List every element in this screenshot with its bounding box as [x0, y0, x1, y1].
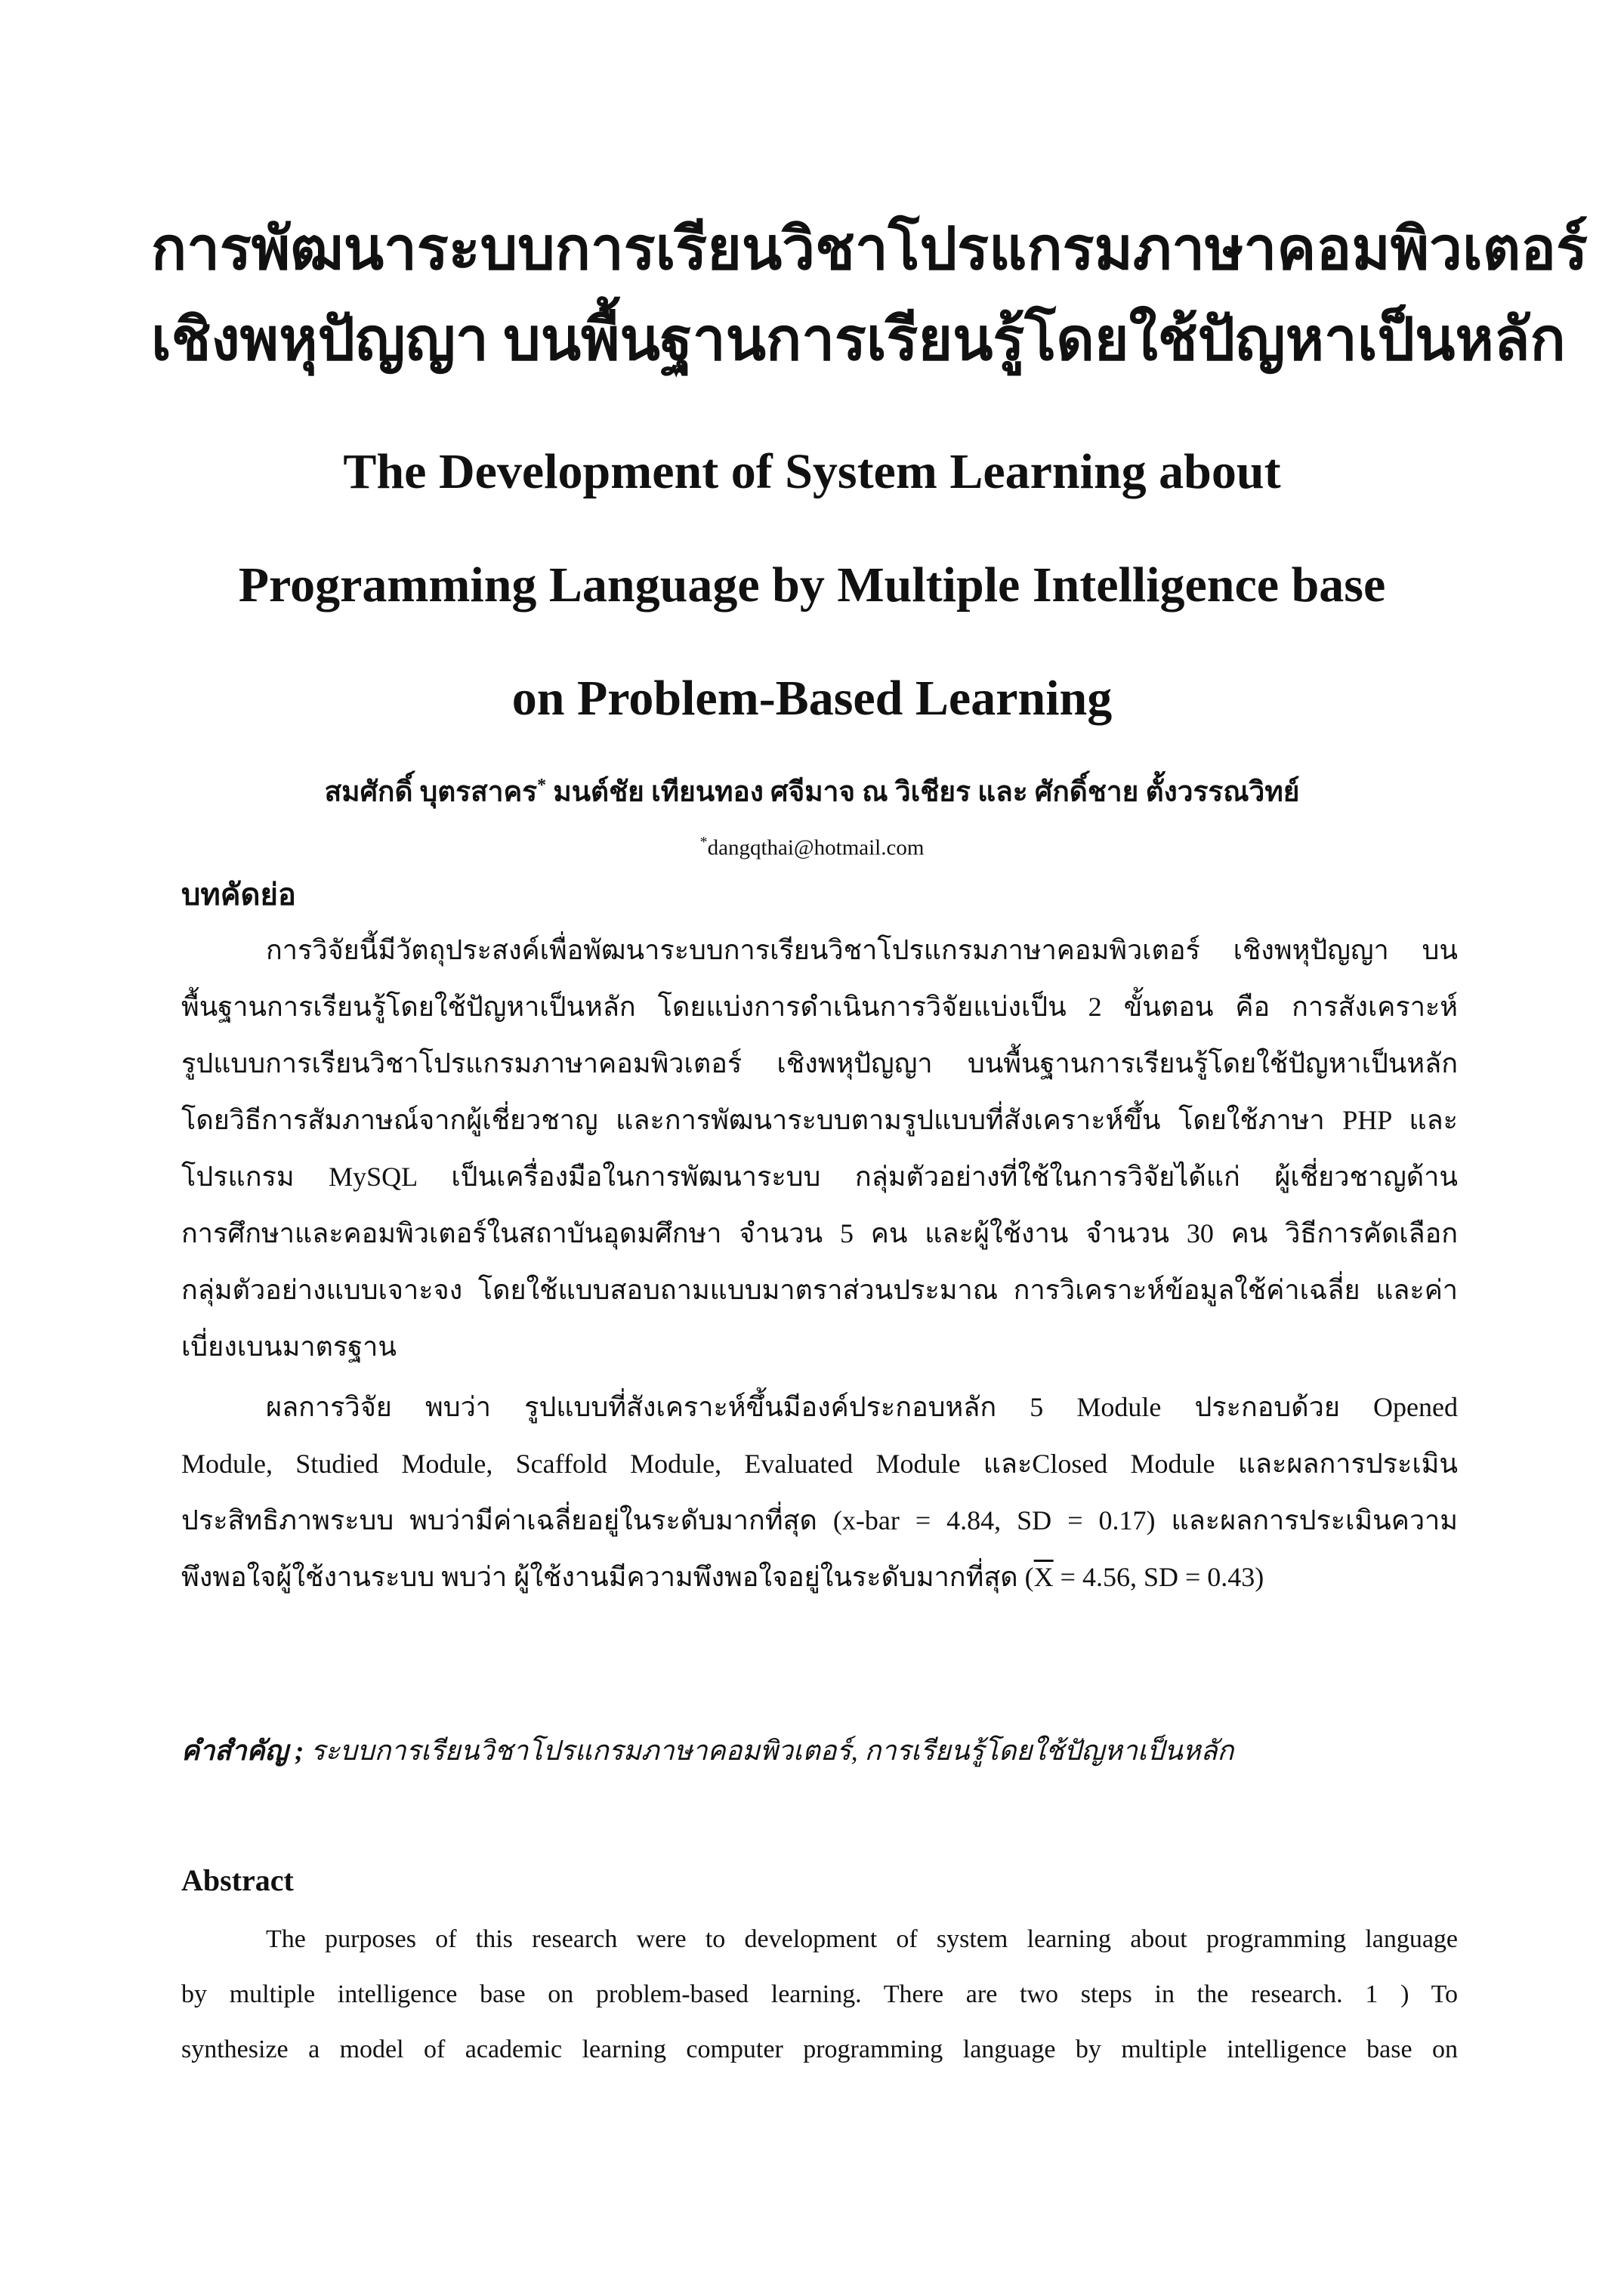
thai-abstract-line: [181, 1552, 1458, 1602]
english-abstract-line: synthesize a model of academic learning computer programming language by multiple intelligence base on: [181, 2035, 1458, 2063]
english-abstract-line: by multiple intelligence base on problem-based learning. There are two steps in the research. 1 ) To: [181, 1980, 1458, 2008]
thai-title-line-1: การพัฒนาระบบการเรียนวิชาโปรแกรมภาษาคอมพิวเตอร์: [151, 216, 1588, 282]
english-abstract-line: The purposes of this research were to development of system learning about programming language: [266, 1925, 1458, 1953]
x-bar-symbol: $\overline{X}$: [1033, 1562, 1054, 1592]
satisfaction-stats: = 4.56, SD = 0.43): [1053, 1562, 1264, 1592]
co-authors: มนต์ชัย เทียนทอง ศจีมาจ ณ วิเชียร และ ศักดิ์ชาย ตั้งวรรณวิทย์: [546, 776, 1300, 808]
thai-abstract-line: กลุ่มตัวอย่างแบบเจาะจง โดยใช้แบบสอบถามแบบมาตราส่วนประมาณ การวิเคราะห์ข้อมูลใช้ค่าเฉลี่ย และค่า: [181, 1275, 1458, 1305]
keywords: [181, 1726, 1458, 1776]
thai-abstract-line: การศึกษาและคอมพิวเตอร์ในสถาบันอุดมศึกษา จำนวน 5 คน และผู้ใช้งาน จำนวน 30 คน วิธีการคัดเลือก: [181, 1218, 1458, 1248]
english-title-line-3: on Problem-Based Learning: [511, 671, 1113, 726]
thai-abstract-line: เบี่ยงเบนมาตรฐาน: [181, 1332, 397, 1362]
email-address: dangqthai@hotmail.com: [707, 835, 925, 860]
thai-abstract-line: Module, Studied Module, Scaffold Module, Evaluated Module และClosed Module และผลการประเมิน: [181, 1449, 1458, 1479]
thai-abstract-line: โดยวิธีการสัมภาษณ์จากผู้เชี่ยวชาญ และการพัฒนาระบบตามรูปแบบที่สังเคราะห์ขึ้น โดยใช้ภาษา PHP และ: [181, 1105, 1458, 1135]
author-list: [151, 763, 1473, 815]
keywords-label: คำสำคัญ ;: [181, 1736, 304, 1766]
thai-abstract-line: โปรแกรม MySQL เป็นเครื่องมือในการพัฒนาระบบ กลุ่มตัวอย่างที่ใช้ในการวิจัยได้แก่ ผู้เชี่ยวชาญด้าน: [181, 1162, 1458, 1192]
thai-abstract-heading: บทคัดย่อ: [181, 878, 296, 912]
thai-abstract-line: การวิจัยนี้มีวัตถุประสงค์เพื่อพัฒนาระบบการเรียนวิชาโปรแกรมภาษาคอมพิวเตอร์ เชิงพหุปัญญา บน: [266, 935, 1458, 965]
thai-abstract-line: พื้นฐานการเรียนรู้โดยใช้ปัญหาเป็นหลัก โดยแบ่งการดำเนินการวิจัยแบ่งเป็น 2 ขั้นตอน คือ การสังเคราะห์: [181, 992, 1458, 1022]
thai-abstract-line: ผลการวิจัย พบว่า รูปแบบที่สังเคราะห์ขึ้นมีองค์ประกอบหลัก 5 Module ประกอบด้วย Opened: [266, 1392, 1458, 1422]
thai-abstract-line: รูปแบบการเรียนวิชาโปรแกรมภาษาคอมพิวเตอร์ เชิงพหุปัญญา บนพื้นฐานการเรียนรู้โดยใช้ปัญหาเป็นหลัก: [181, 1048, 1458, 1079]
english-title-line-2: Programming Language by Multiple Intelligence base: [238, 557, 1386, 613]
satisfaction-text: พึงพอใจผู้ใช้งานระบบ พบว่า ผู้ใช้งานมีความพึงพอใจอยู่ในระดับมากที่สุด (: [181, 1562, 1034, 1592]
email-mark: *: [699, 834, 708, 850]
english-abstract-heading: Abstract: [181, 1863, 294, 1897]
author-email: [151, 823, 1473, 867]
english-title-line-1: The Development of System Learning about: [343, 444, 1281, 499]
thai-abstract-line: ประสิทธิภาพระบบ พบว่ามีค่าเฉลี่ยอยู่ในระดับมากที่สุด (x-bar = 4.84, SD = 0.17) และผลการประเมินความ: [181, 1505, 1458, 1535]
corresponding-mark: *: [537, 776, 547, 795]
first-author: สมศักดิ์ บุตรสาคร: [324, 776, 538, 808]
keywords-text: ระบบการเรียนวิชาโปรแกรมภาษาคอมพิวเตอร์, การเรียนรู้โดยใช้ปัญหาเป็นหลัก: [304, 1736, 1234, 1766]
thai-title-line-2: เชิงพหุปัญญา บนพื้นฐานการเรียนรู้โดยใช้ปัญหาเป็นหลัก: [151, 307, 1566, 372]
